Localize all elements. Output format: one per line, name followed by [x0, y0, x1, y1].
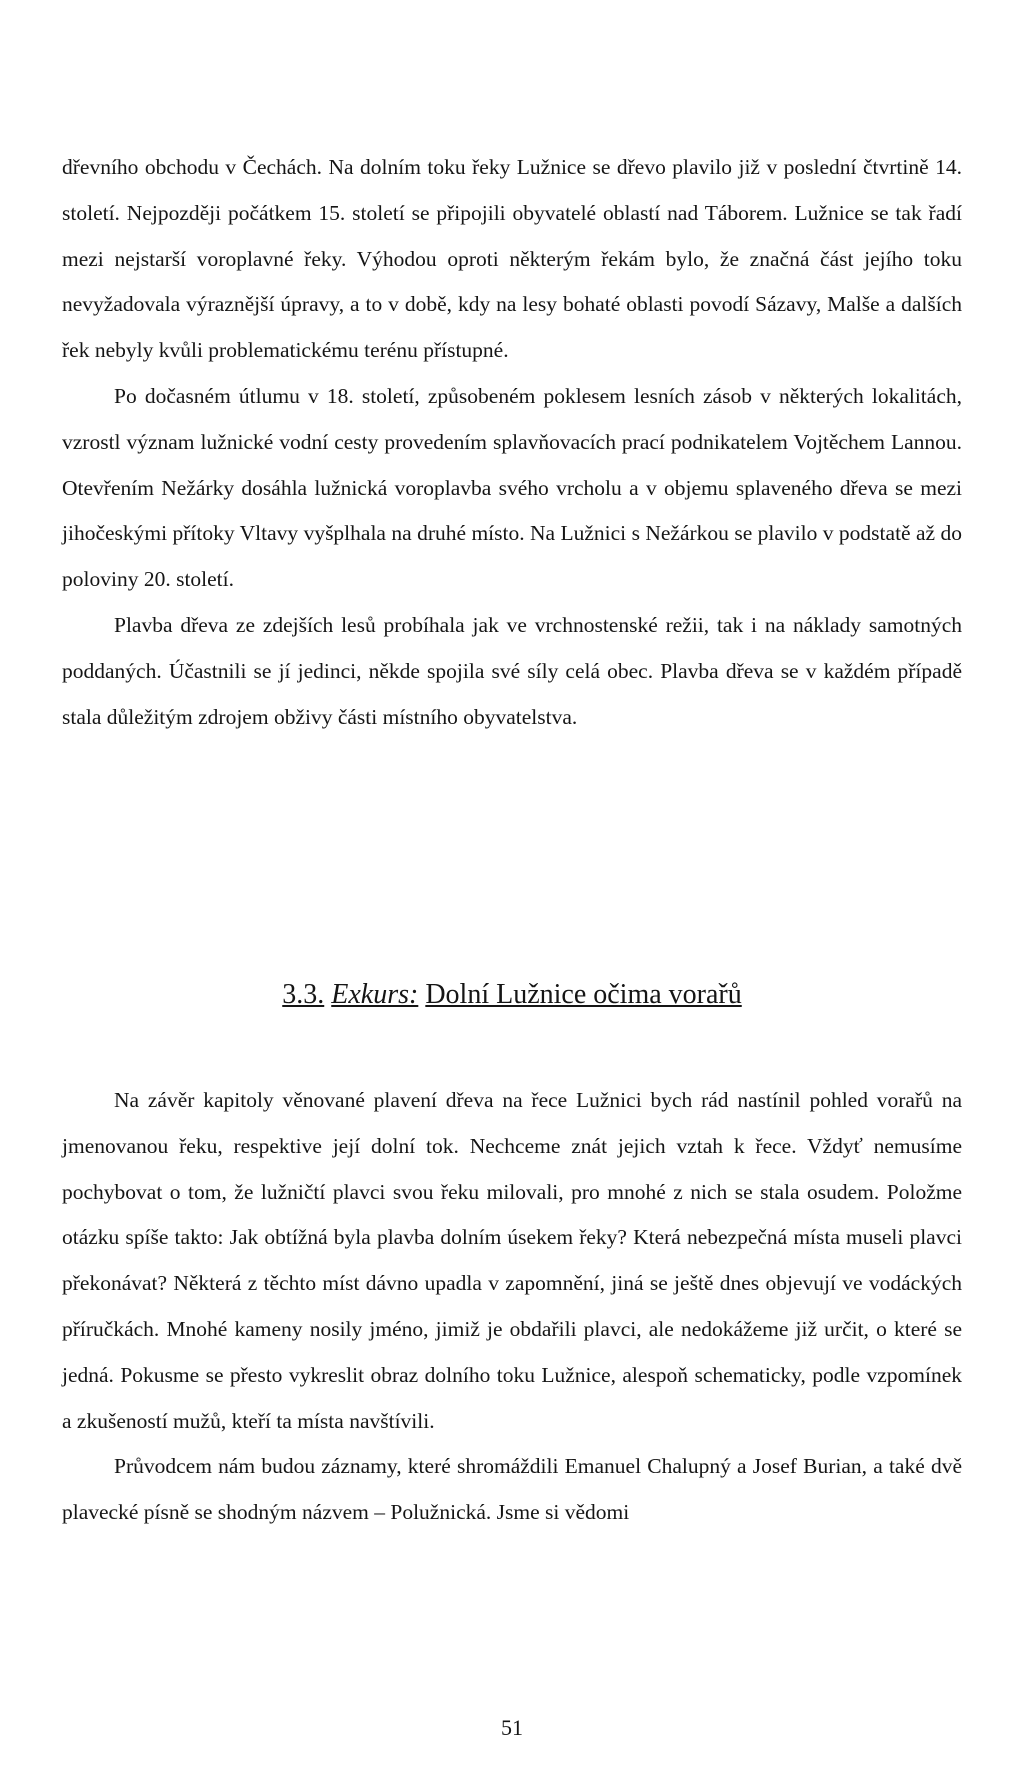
- paragraph: Po dočasném útlumu v 18. století, způsobeném poklesem lesních zásob v některých lokalitách, vzrostl význam lužnické vodní cesty provedením splavňovacích prací podnikatelem Vojtěchem Lannou. Otevřením Nežárky dosáhla lužnická voroplavba svého vrcholu a v objemu splaveného dřeva se mezi jihočeskými přítoky Vltavy vyšplhala na druhé místo. Na Lužnici s Nežárkou se plavilo v podstatě až do poloviny 20. století.: [62, 383, 962, 592]
- paragraph: Na závěr kapitoly věnované plavení dřeva na řece Lužnici bych rád nastínil pohled vorařů na jmenovanou řeku, respektive její dolní tok. Nechceme znát jejich vztah k řece. Vždyť nemusíme pochybovat o tom, že lužničtí plavci svou řeku milovali, pro mnohé z nich se stala osudem. Položme otázku spíše takto: Jak obtížná byla plavba dolním úsekem řeky? Která nebezpečná místa museli plavci překonávat? Některá z těchto míst dávno upadla v zapomnění, jiná se ještě dnes objevují ve vodáckých příručkách. Mnohé kameny nosily jméno, jimiž je obdařili plavci, ale nedokážeme již určit, o které se jedná. Pokusme se přesto vykreslit obraz dolního toku Lužnice, alespoň schematicky, podle vzpomínek a zkušeností mužů, kteří ta místa navštívili.: [62, 1088, 962, 1433]
- section-label: Exkurs:: [331, 979, 419, 1010]
- paragraph: Plavba dřeva ze zdejších lesů probíhala jak ve vrchnostenské režii, tak i na náklady samotných poddaných. Účastnili se jí jedinci, někde spojila své síly celá obec. Plavba dřeva se v každém případě stala důležitým zdrojem obživy části místního obyvatelstva.: [62, 612, 962, 729]
- section-number: 3.3.: [282, 979, 325, 1010]
- text-block-bottom: [62, 1078, 962, 1536]
- paragraph: dřevního obchodu v Čechách. Na dolním toku řeky Lužnice se dřevo plavilo již v poslední čtvrtině 14. století. Nejpozději počátkem 15. století se připojili obyvatelé oblastí nad Táborem. Lužnice se tak řadí mezi nejstarší voroplavné řeky. Výhodou oproti některým řekám bylo, že značná část jejího toku nevyžadovala výraznější úpravy, a to v době, kdy na lesy bohaté oblasti povodí Sázavy, Malše a dalších řek nebyly kvůli problematickému terénu přístupné.: [62, 155, 962, 363]
- section-title: Dolní Lužnice očima vorařů: [425, 979, 742, 1010]
- section-heading: [62, 975, 962, 1015]
- paragraph: Průvodcem nám budou záznamy, které shromáždili Emanuel Chalupný a Josef Burian, a také dvě plavecké písně se shodným názvem – Polužnická. Jsme si vědomi: [62, 1454, 962, 1525]
- text-block-top: [62, 145, 962, 740]
- page-number: 51: [501, 1715, 523, 1740]
